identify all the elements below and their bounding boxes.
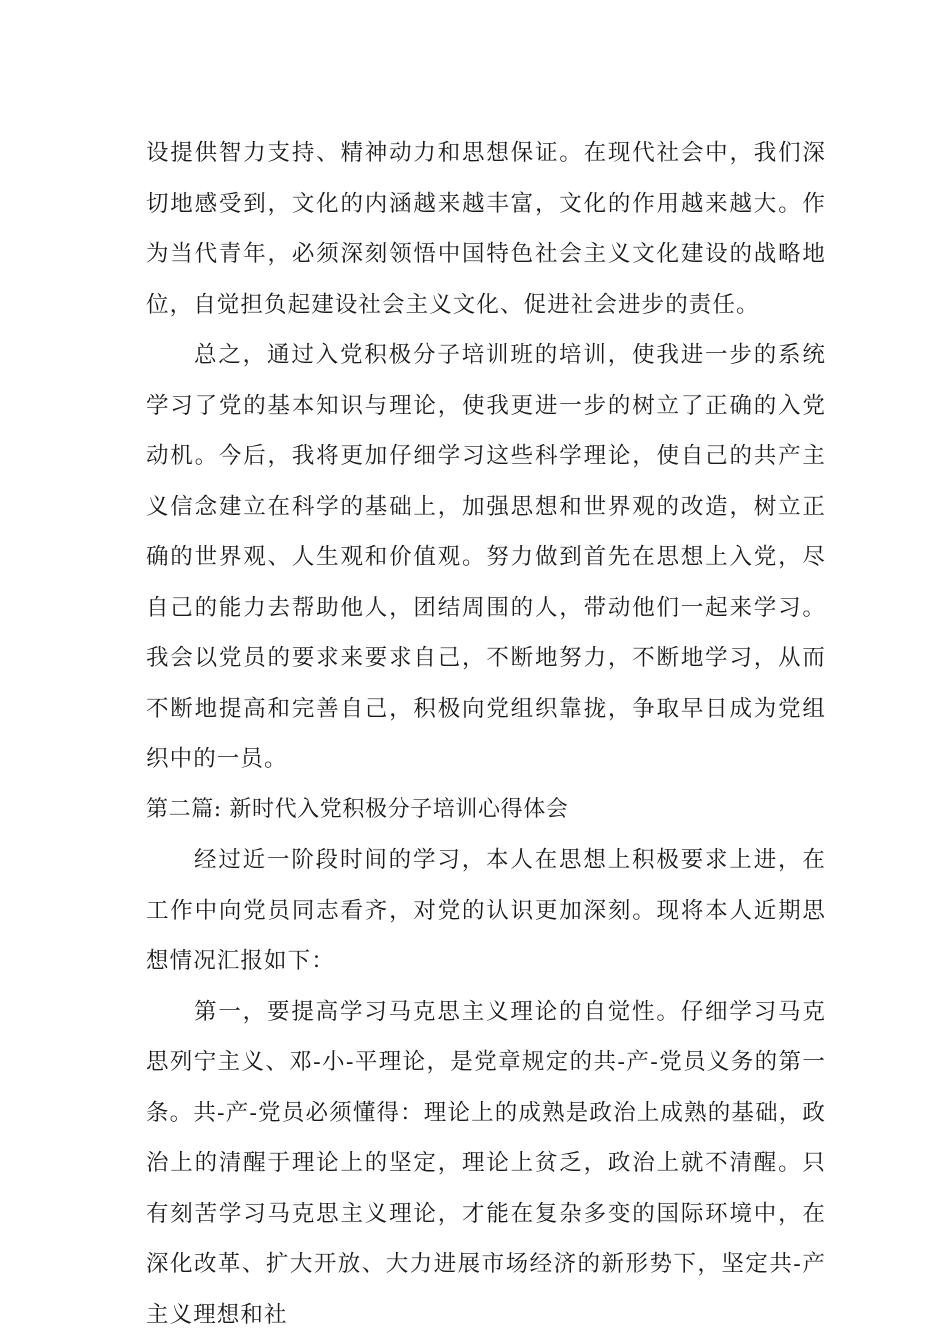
section-heading: 第二篇: 新时代入党积极分子培训心得体会 [146, 796, 569, 822]
paragraph-first-point: 第一，要提高学习马克思主义理论的自觉性。仔细学习马克思列宁主义、邓-小-平理论，是党章规定的共-产-党员义务的第一条。共-产-党员必须懂得：理论上的成熟是政治上成熟的基础，政治上的清醒于理论上的坚定，理论上贫乏，政治上就不清醒。只有刻苦学习马克思主义理论，才能在复杂多变的国际环境中，在深化改革、扩大开放、大力进展市场经济的新形势下，坚定共-产主义理想和社 [146, 998, 826, 1328]
paragraph-continuation: 设提供智力支持、精神动力和思想保证。在现代社会中，我们深切地感受到，文化的内涵越来越丰富，文化的作用越来越大。作为当代青年，必须深刻领悟中国特色社会主义文化建设的战略地位，自觉担负起建设社会主义文化、促进社会进步的责任。 [146, 140, 826, 318]
document-body [146, 128, 826, 1340]
paragraph-conclusion: 总之，通过入党积极分子培训班的培训，使我进一步的系统学习了党的基本知识与理论，使我更进一步的树立了正确的入党动机。今后，我将更加仔细学习这些科学理论，使自己的共产主义信念建立在科学的基础上，加强思想和世界观的改造，树立正确的世界观、人生观和价值观。努力做到首先在思想上入党，尽自己的能力去帮助他人，团结周围的人，带动他们一起来学习。我会以党员的要求来要求自己，不断地努力，不断地学习，从而不断地提高和完善自己，积极向党组织靠拢，争取早日成为党组织中的一员。 [146, 342, 826, 772]
paragraph-intro: 经过近一阶段时间的学习，本人在思想上积极要求上进，在工作中向党员同志看齐，对党的认识更加深刻。现将本人近期思想情况汇报如下： [146, 847, 826, 974]
